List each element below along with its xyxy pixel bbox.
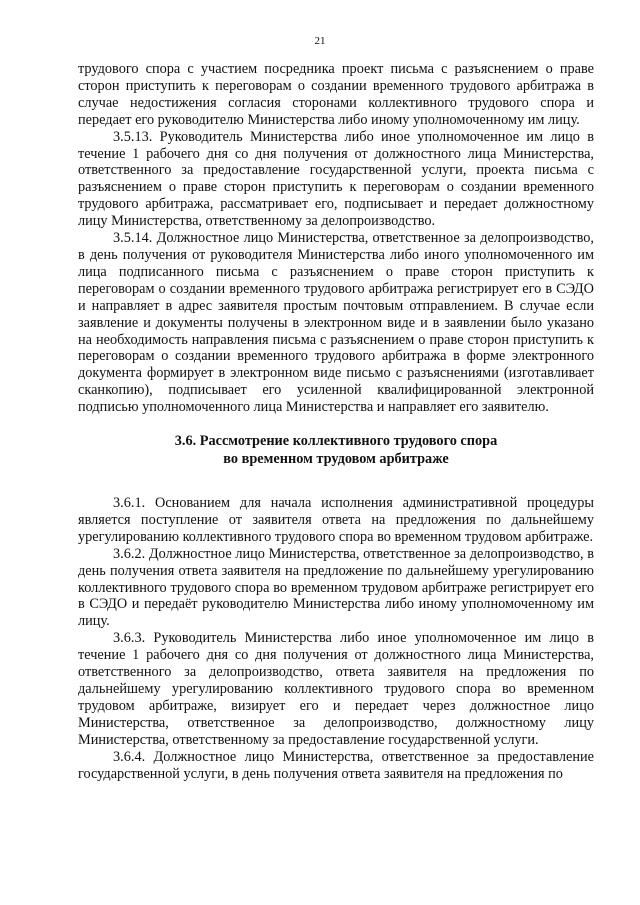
paragraph-3-5-13: 3.5.13. Руководитель Министерства либо иное уполномоченное им лицо в течение 1 рабочего дня со дня получения от должностного лица Министерства, ответственного за предоставление государственной услуги, проекта письма с разъяснением о праве сторон приступить к переговорам о создании временного трудового арбитража, рассматривает его, подписывает и передает должностному лицу Министерства, ответственному за делопроизводство. (78, 128, 594, 230)
paragraph-3-5-14: 3.5.14. Должностное лицо Министерства, ответственное за делопроизводство, в день получения от руководителя Министерства либо иного уполномоченного им лица подписанного письма с разъяснением о праве сторон приступить к переговорам о создании временного трудового арбитража регистрирует его в СЭДО и направляет в адрес заявителя простым почтовым отправлением. В случае если заявление и документы получены в электронном виде и в заявлении было указано на необходимость направления письма с разъяснением о праве сторон приступить к переговорам о создании временного трудового арбитража в форме электронного документа формирует в электронном виде письмо с разъяснениями (изготавливает сканкопию), подписывает его усиленной квалифицированной электронной подписью уполномоченного лица Министерства и направляет его заявителю. (78, 230, 594, 416)
section-heading-line-2: во временном трудовом арбитраже (223, 451, 449, 468)
document-body (78, 61, 594, 782)
paragraph-continuation: трудового спора с участием посредника проект письма с разъяснением о праве сторон приступить к переговорам о создании временного трудового арбитража в случае недостижения согласия сторонами коллективного трудового спора и передает его руководителю Министерства либо иному уполномоченному им лицу. (78, 61, 594, 128)
paragraph-3-6-2: 3.6.2. Должностное лицо Министерства, ответственное за делопроизводство, в день получения ответа заявителя на предложение по дальнейшему урегулированию коллективного трудового спора во временном трудовом арбитраже регистрирует его в СЭДО и передаёт руководителю Министерства либо иному уполномоченному им лицу. (78, 545, 594, 630)
section-heading-3-6 (78, 432, 594, 468)
paragraph-3-6-4: 3.6.4. Должностное лицо Министерства, ответственное за предоставление государственной услуги, в день получения ответа заявителя на предложения по (78, 748, 594, 782)
page-number: 21 (314, 35, 326, 47)
section-heading-line-1: 3.6. Рассмотрение коллективного трудового спора (174, 433, 498, 450)
paragraph-3-6-3: 3.6.3. Руководитель Министерства либо иное уполномоченное им лицо в течение 1 рабочего дня со дня получения от должностного лица Министерства, ответственного за делопроизводство, ответа заявителя на предложения по дальнейшему урегулированию коллективного трудового спора во временном трудовом арбитраже, визирует его и передает через должностное лицо Министерства, ответственное за делопроизводство, должностному лицу Министерства, ответственному за предоставление государственной услуги. (78, 630, 594, 748)
paragraph-3-6-1: 3.6.1. Основанием для начала исполнения административной процедуры является поступление от заявителя ответа на предложения по дальнейшему урегулированию коллективного трудового спора во временном трудовом арбитраже. (78, 495, 594, 545)
